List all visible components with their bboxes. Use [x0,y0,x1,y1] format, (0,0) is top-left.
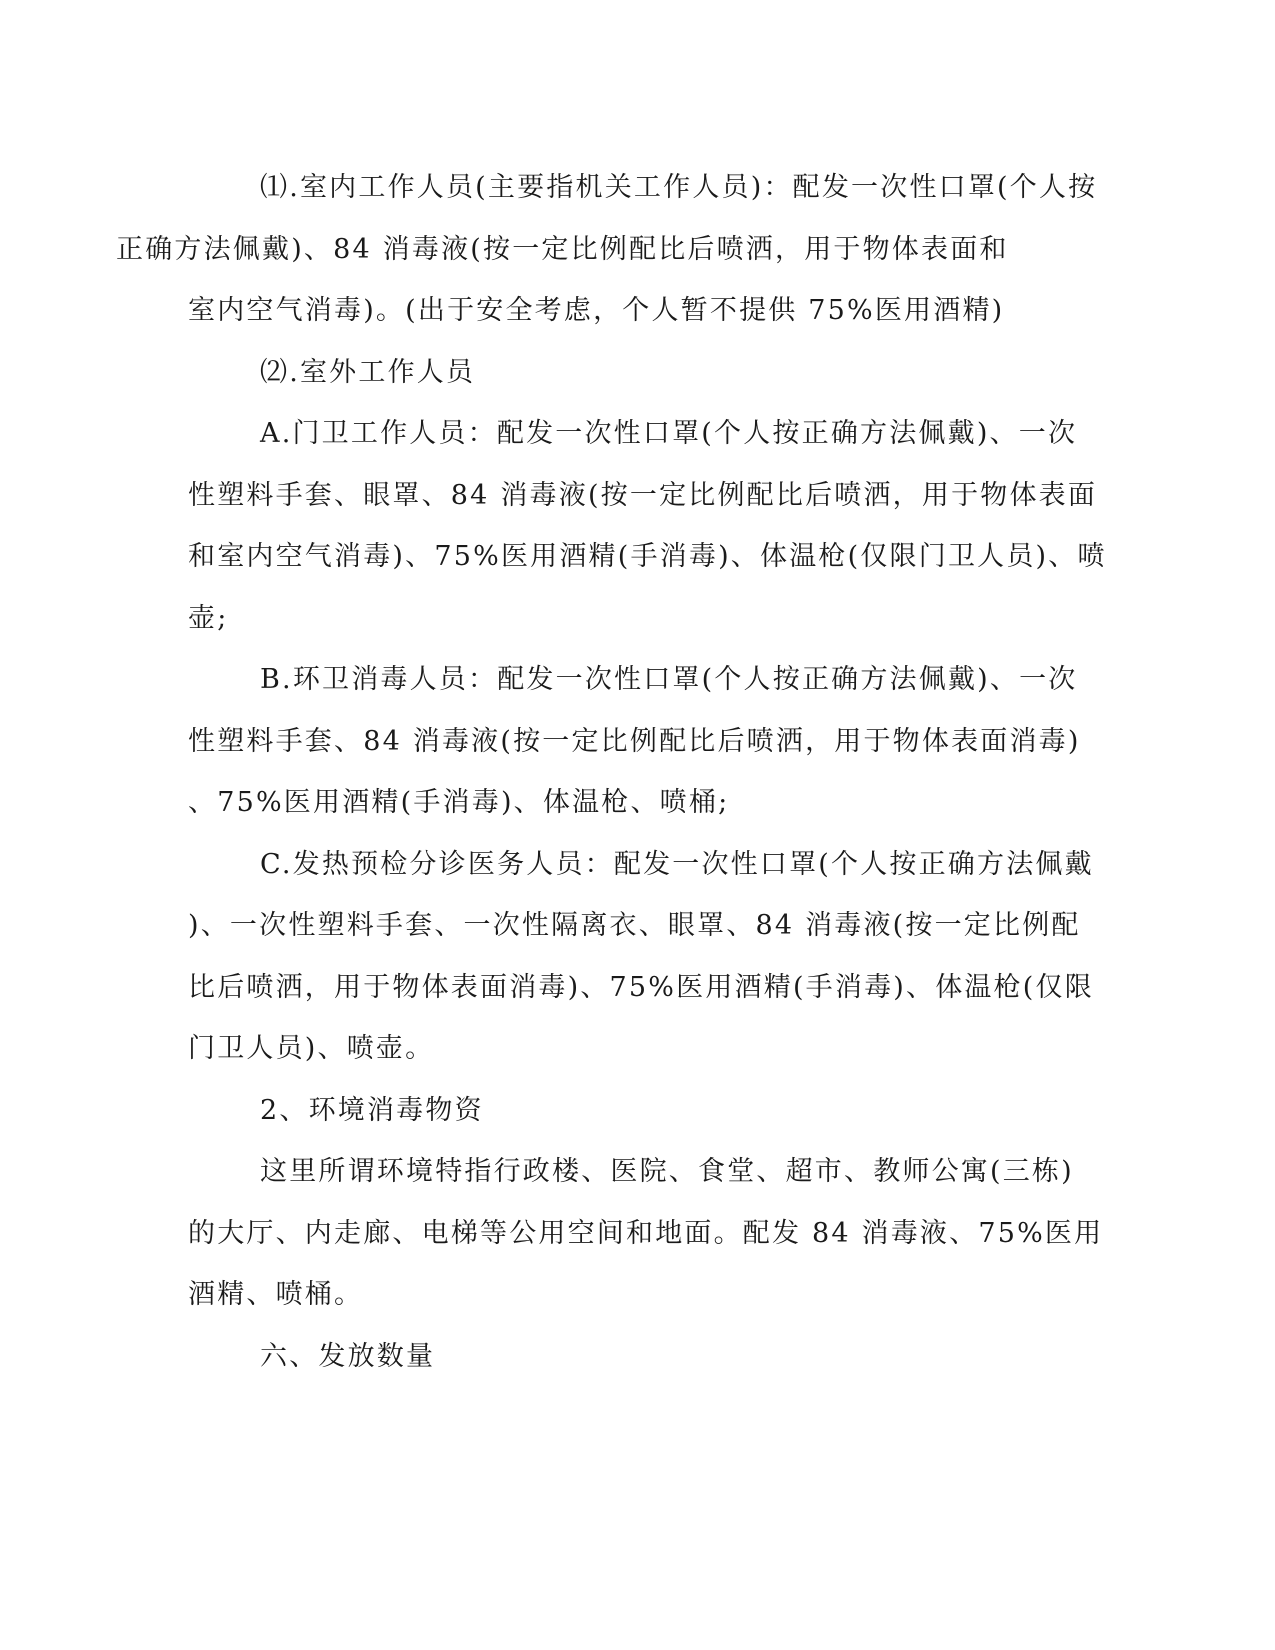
text-line: B.环卫消毒人员：配发一次性口罩(个人按正确方法佩戴)、一次 [260,664,1078,695]
paragraph-medical-staff [188,834,1094,1080]
text-line: C.发热预检分诊医务人员：配发一次性口罩(个人按正确方法佩戴 [260,848,1094,880]
text-line: )、一次性塑料手套、一次性隔离衣、眼罩、84 消毒液(按一定比例配 [188,910,1081,941]
section-heading-distribution-quantity [188,1326,1073,1388]
paragraph-indoor-staff [116,157,1098,342]
text-line: 这里所谓环境特指行政楼、医院、食堂、超市、教师公寓(三栋) [260,1156,1074,1187]
text-line: 性塑料手套、84 消毒液(按一定比例配比后喷洒，用于物体表面消毒) [188,725,1081,757]
text-line: 和室内空气消毒)、75%医用酒精(手消毒)、体温枪(仅限门卫人员)、喷 [188,541,1107,572]
text-line: 性塑料手套、眼罩、84 消毒液(按一定比例配比后喷洒，用于物体表面 [188,479,1098,511]
text-line: ⑵.室外工作人员 [260,356,476,388]
document-body [116,157,1107,1387]
paragraph-outdoor-staff-heading [188,342,1073,404]
text-line: 室内空气消毒)。(出于安全考虑，个人暂不提供 75%医用酒精) [188,295,1005,326]
paragraph-sanitation-staff [188,649,1081,834]
text-line: A.门卫工作人员：配发一次性口罩(个人按正确方法佩戴)、一次 [260,418,1078,449]
text-line: 2、环境消毒物资 [260,1094,484,1126]
text-line: 六、发放数量 [260,1340,436,1372]
text-line: 的大厅、内走廊、电梯等公用空间和地面。配发 84 消毒液、75%医用 [188,1217,1104,1249]
section-heading-environment-supplies [188,1080,1073,1142]
text-line: 、75%医用酒精(手消毒)、体温枪、喷桶; [188,787,730,818]
paragraph-gate-staff [188,403,1107,649]
text-line: 比后喷洒，用于物体表面消毒)、75%医用酒精(手消毒)、体温枪(仅限 [188,971,1094,1003]
text-line: 壶; [188,602,229,634]
paragraph-environment [188,1141,1104,1326]
text-line: 正确方法佩戴)、84 消毒液(按一定比例配比后喷洒，用于物体表面和 [116,233,1009,265]
text-line: ⑴.室内工作人员(主要指机关工作人员)：配发一次性口罩(个人按 [260,172,1098,203]
text-line: 门卫人员)、喷壶。 [188,1033,435,1064]
text-line: 酒精、喷桶。 [188,1279,364,1310]
